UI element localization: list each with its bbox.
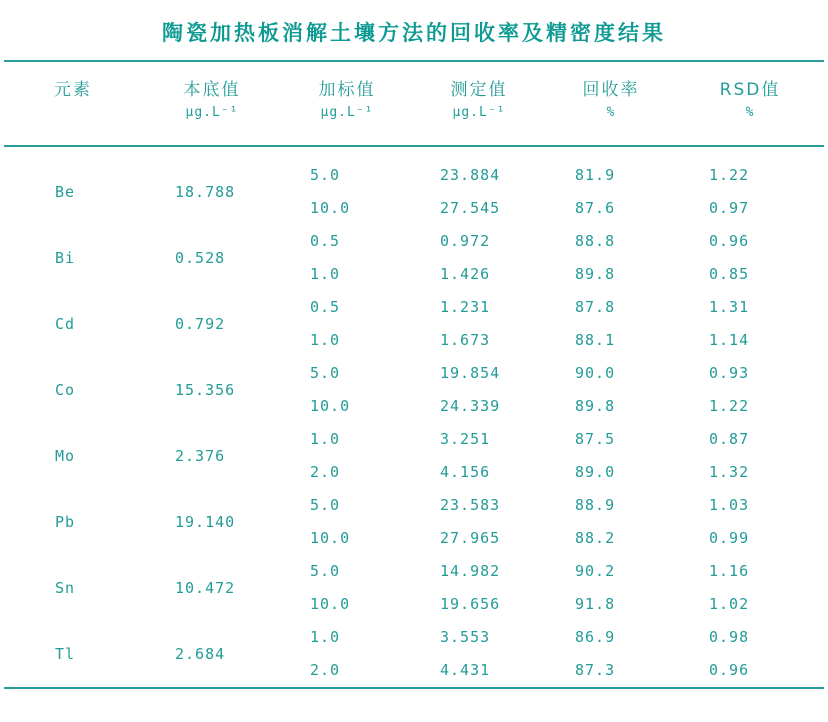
element-cell: Co (55, 380, 76, 399)
recovery-cell: 86.9 (575, 628, 616, 647)
measured-cell: 1.426 (440, 265, 491, 284)
recovery-cell: 87.8 (575, 298, 616, 317)
background-cell: 2.376 (175, 446, 226, 465)
measured-cell: 23.583 (440, 496, 501, 515)
spike-cell: 10.0 (310, 529, 351, 548)
rsd-cell: 1.32 (709, 463, 750, 482)
recovery-cell: 88.8 (575, 232, 616, 251)
background-cell: 18.788 (175, 182, 236, 201)
header-measured-label: 测定值 (450, 80, 508, 100)
spike-cell: 5.0 (310, 496, 341, 515)
element-cell: Sn (55, 578, 76, 597)
rsd-cell: 1.22 (709, 166, 750, 185)
table-row (4, 489, 824, 522)
spacer-row (4, 146, 824, 159)
spike-cell: 2.0 (310, 661, 341, 680)
spike-cell: 1.0 (310, 628, 341, 647)
measured-cell: 3.553 (440, 628, 491, 647)
element-cell: Pb (55, 512, 76, 531)
recovery-cell: 89.8 (575, 397, 616, 416)
recovery-cell: 88.1 (575, 331, 616, 350)
header-element-unit (4, 106, 142, 121)
rsd-cell: 0.96 (709, 661, 750, 680)
header-measured-unit: μg.L⁻¹ (452, 104, 506, 120)
header-spike-unit: μg.L⁻¹ (320, 104, 374, 120)
background-cell: 10.472 (175, 578, 236, 597)
measured-cell: 23.884 (440, 166, 501, 185)
measured-cell: 1.231 (440, 298, 491, 317)
spacer-cell (4, 146, 824, 159)
rsd-cell: 1.31 (709, 298, 750, 317)
header-spike (282, 61, 412, 146)
rsd-cell: 1.14 (709, 331, 750, 350)
measured-cell: 0.972 (440, 232, 491, 251)
spike-cell: 5.0 (310, 364, 341, 383)
rsd-cell: 1.16 (709, 562, 750, 581)
table-row (4, 159, 824, 192)
recovery-cell: 91.8 (575, 595, 616, 614)
rsd-cell: 0.98 (709, 628, 750, 647)
recovery-cell: 88.9 (575, 496, 616, 515)
element-cell: Be (55, 182, 76, 201)
element-cell: Bi (55, 248, 76, 267)
recovery-cell: 88.2 (575, 529, 616, 548)
measured-cell: 27.545 (440, 199, 501, 218)
table-row (4, 621, 824, 654)
header-row (4, 61, 824, 146)
rsd-cell: 0.97 (709, 199, 750, 218)
spike-cell: 10.0 (310, 199, 351, 218)
spike-cell: 2.0 (310, 463, 341, 482)
recovery-cell: 89.0 (575, 463, 616, 482)
header-measured (412, 61, 546, 146)
table-row (4, 291, 824, 324)
header-recovery-label: 回收率 (582, 80, 640, 100)
measured-cell: 3.251 (440, 430, 491, 449)
rsd-cell: 1.22 (709, 397, 750, 416)
header-recovery (546, 61, 676, 146)
measured-cell: 1.673 (440, 331, 491, 350)
recovery-cell: 87.3 (575, 661, 616, 680)
background-cell: 0.528 (175, 248, 226, 267)
spike-cell: 1.0 (310, 265, 341, 284)
recovery-cell: 90.0 (575, 364, 616, 383)
header-element-label: 元素 (54, 80, 92, 100)
spike-cell: 0.5 (310, 232, 341, 251)
element-cell: Cd (55, 314, 76, 333)
table-row (4, 423, 824, 456)
spike-cell: 1.0 (310, 331, 341, 350)
recovery-cell: 81.9 (575, 166, 616, 185)
rsd-cell: 0.99 (709, 529, 750, 548)
header-rsd-label: RSD值 (719, 80, 781, 100)
spike-cell: 10.0 (310, 595, 351, 614)
recovery-cell: 87.5 (575, 430, 616, 449)
header-spike-label: 加标值 (318, 80, 376, 100)
background-cell: 15.356 (175, 380, 236, 399)
measured-cell: 4.156 (440, 463, 491, 482)
table-row (4, 225, 824, 258)
header-background-unit: μg.L⁻¹ (185, 104, 239, 120)
header-background-label: 本底值 (183, 80, 241, 100)
rsd-cell: 0.96 (709, 232, 750, 251)
spike-cell: 5.0 (310, 562, 341, 581)
background-cell: 2.684 (175, 644, 226, 663)
header-recovery-unit: % (606, 104, 616, 120)
background-cell: 19.140 (175, 512, 236, 531)
measured-cell: 14.982 (440, 562, 501, 581)
recovery-cell: 89.8 (575, 265, 616, 284)
measured-cell: 4.431 (440, 661, 491, 680)
table-header (4, 61, 824, 146)
rsd-cell: 1.02 (709, 595, 750, 614)
spike-cell: 10.0 (310, 397, 351, 416)
element-cell: Tl (55, 644, 76, 663)
table-body (4, 146, 824, 688)
results-table (4, 60, 824, 689)
header-element (4, 61, 142, 146)
table-title: 陶瓷加热板消解土壤方法的回收率及精密度结果 (162, 21, 666, 45)
table-row (4, 357, 824, 390)
spike-cell: 0.5 (310, 298, 341, 317)
spike-cell: 5.0 (310, 166, 341, 185)
spike-cell: 1.0 (310, 430, 341, 449)
background-cell: 0.792 (175, 314, 226, 333)
measured-cell: 24.339 (440, 397, 501, 416)
header-rsd (676, 61, 824, 146)
recovery-cell: 90.2 (575, 562, 616, 581)
table-row (4, 555, 824, 588)
rsd-cell: 0.87 (709, 430, 750, 449)
rsd-cell: 0.85 (709, 265, 750, 284)
measured-cell: 27.965 (440, 529, 501, 548)
header-background (142, 61, 282, 146)
rsd-cell: 1.03 (709, 496, 750, 515)
measured-cell: 19.854 (440, 364, 501, 383)
rsd-cell: 0.93 (709, 364, 750, 383)
element-cell: Mo (55, 446, 76, 465)
recovery-cell: 87.6 (575, 199, 616, 218)
measured-cell: 19.656 (440, 595, 501, 614)
header-rsd-unit: % (745, 104, 755, 120)
